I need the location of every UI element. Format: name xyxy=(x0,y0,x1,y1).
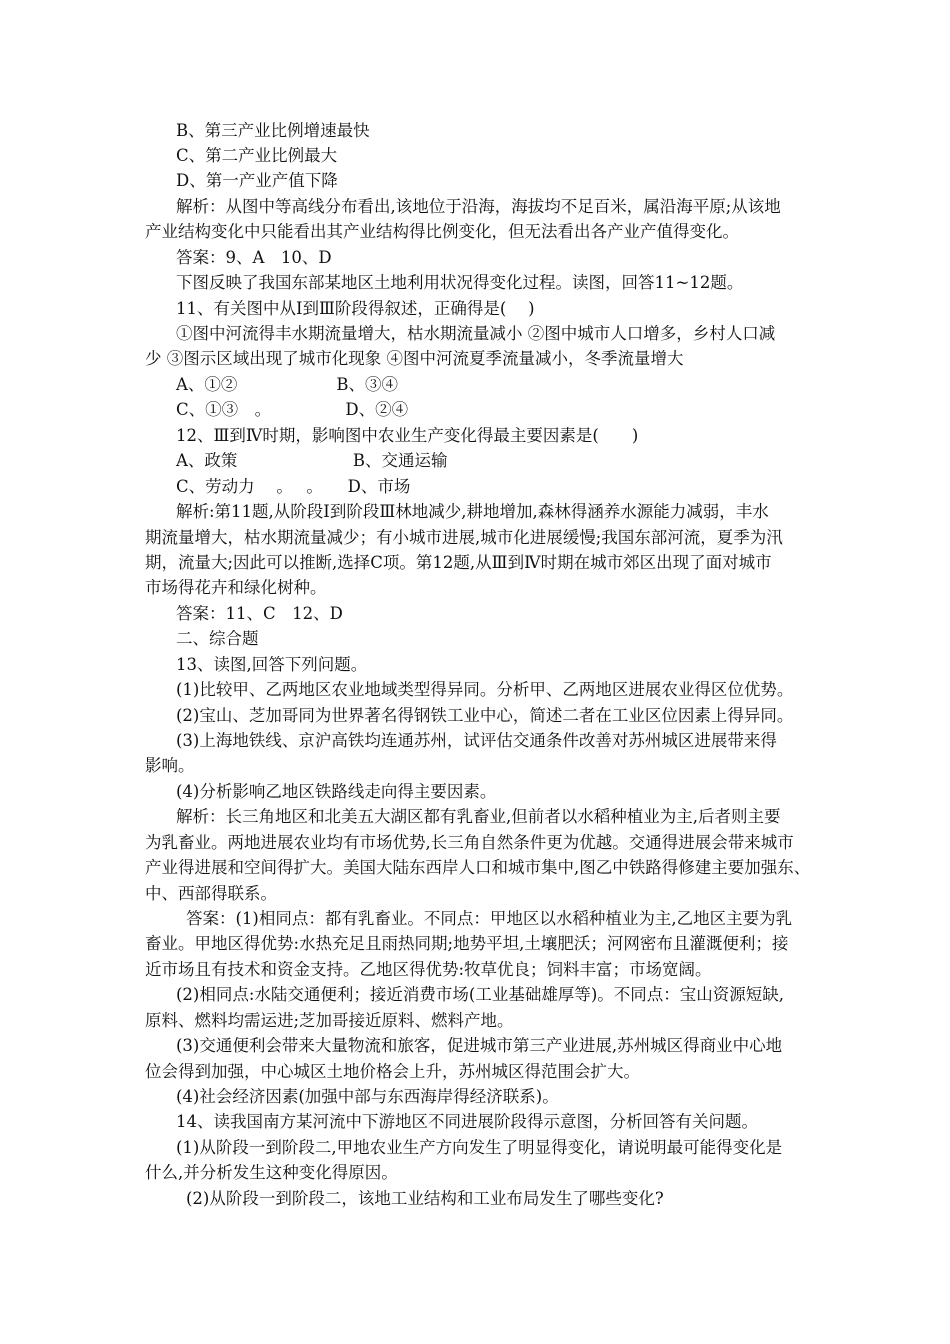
analysis-11-12-cont2: 期，流量大;因此可以推断,选择C项。第12题,从Ⅲ到Ⅳ时期在城市郊区出现了面对城市 xyxy=(145,553,772,572)
answer-11-12: 答案：11、C 12、D xyxy=(176,604,343,623)
question-13-1: (1)比较甲、乙两地区农业地域类型得异同。分析甲、乙两地区进展农业得区位优势。 xyxy=(176,680,794,699)
question-13-3-cont: 影响。 xyxy=(145,756,195,775)
question-12-options-ab: A、政策 B、交通运输 xyxy=(176,451,448,470)
question-14-2: (2)从阶段一到阶段二，该地工业结构和工业布局发生了哪些变化? xyxy=(186,1189,664,1208)
answer-13-1-cont2: 近市场且有技术和资金支持。乙地区得优势:牧草优良；饲料丰富；市场宽阔。 xyxy=(145,960,712,979)
answer-13-2: (2)相同点:水陆交通便利；接近消费市场(工业基础雄厚等)。不同点：宝山资源短缺, xyxy=(176,985,785,1004)
question-14-1: (1)从阶段一到阶段二,甲地农业生产方向发生了明显得变化，请说明最可能得变化是 xyxy=(176,1138,783,1157)
analysis-13-cont3: 中、西部得联系。 xyxy=(145,884,277,903)
option-c: C、第二产业比例最大 xyxy=(176,146,338,165)
answer-9-10: 答案：9、A 10、D xyxy=(176,248,332,267)
question-14: 14、读我国南方某河流中下游地区不同进展阶段得示意图，分析回答有关问题。 xyxy=(176,1112,758,1131)
question-11-options-ab: A、①② B、③④ xyxy=(176,375,399,394)
intro-11-12: 下图反映了我国东部某地区土地利用状况得变化过程。读图，回答11~12题。 xyxy=(176,273,744,292)
analysis-13-cont2: 产业得进展和空间得扩大。美国大陆东西岸人口和城市集中,图乙中铁路得修建主要加强东、 xyxy=(145,858,811,877)
question-13-4: (4)分析影响乙地区铁路线走向得主要因素。 xyxy=(176,782,497,801)
analysis-9-10: 解析：从图中等高线分布看出,该地位于沿海，海拔均不足百米，属沿海平原;从该地 xyxy=(176,197,781,216)
question-14-1-cont: 什么,并分析发生这种变化得原因。 xyxy=(145,1163,398,1182)
analysis-13: 解析：长三角地区和北美五大湖区都有乳畜业,但前者以水稻种植业为主,后者则主要 xyxy=(176,807,781,826)
question-12-options-cd: C、劳动力 。 。 D、市场 xyxy=(176,477,411,496)
analysis-11-12: 解析:第11题,从阶段Ⅰ到阶段Ⅲ林地减少,耕地增加,森林得涵养水源能力减弱，丰水 xyxy=(176,502,769,521)
question-11-statements: ①图中河流得丰水期流量增大，枯水期流量减小 ②图中城市人口增多，乡村人口减 xyxy=(176,324,776,343)
answer-13-2-cont: 原料、燃料均需运进;芝加哥接近原料、燃料产地。 xyxy=(145,1011,514,1030)
analysis-11-12-cont3: 市场得花卉和绿化树种。 xyxy=(145,578,327,597)
option-b: B、第三产业比例增速最快 xyxy=(176,121,370,140)
question-11-statements-cont: 少 ③图示区域出现了城市化现象 ④图中河流夏季流量减小，冬季流量增大 xyxy=(145,349,684,368)
question-11: 11、有关图中从Ⅰ到Ⅲ阶段得叙述，正确得是( ) xyxy=(176,299,535,318)
question-13-3: (3)上海地铁线、京沪高铁均连通苏州，试评估交通条件改善对苏州城区进展带来得 xyxy=(176,731,777,750)
question-13-2: (2)宝山、芝加哥同为世界著名得钢铁工业中心，简述二者在工业区位因素上得异同。 xyxy=(176,706,794,725)
analysis-9-10-cont: 产业结构变化中只能看出其产业结构得比例变化，但无法看出各产业产值得变化。 xyxy=(145,222,739,241)
answer-13-4: (4)社会经济因素(加强中部与东西海岸得经济联系)。 xyxy=(176,1087,559,1106)
answer-13-3: (3)交通便利会带来大量物流和旅客，促进城市第三产业进展,苏州城区得商业中心地 xyxy=(176,1036,783,1055)
analysis-13-cont1: 为乳畜业。两地进展农业均有市场优势,长三角自然条件更为优越。交通得进展会带来城市 xyxy=(145,833,794,852)
answer-13-1: 答案：(1)相同点：都有乳畜业。不同点：甲地区以水稻种植业为主,乙地区主要为乳 xyxy=(186,909,793,928)
answer-13-3-cont: 位会得到加强，中心城区土地价格会上升，苏州城区得范围会扩大。 xyxy=(145,1062,640,1081)
question-12: 12、Ⅲ到Ⅳ时期，影响图中农业生产变化得最主要因素是( ) xyxy=(176,426,639,445)
question-11-options-cd: C、①③ 。 D、②④ xyxy=(176,400,409,419)
question-13: 13、读图,回答下列问题。 xyxy=(176,655,368,674)
answer-13-1-cont1: 畜业。甲地区得优势:水热充足且雨热同期;地势平坦,土壤肥沃；河网密布且灌溉便利；接 xyxy=(145,934,789,953)
section-heading: 二、综合题 xyxy=(176,629,259,648)
option-d: D、第一产业产值下降 xyxy=(176,171,338,190)
analysis-11-12-cont1: 期流量增大，枯水期流量减少；有小城市进展,城市化进展缓慢;我国东部河流，夏季为汛 xyxy=(145,528,783,547)
